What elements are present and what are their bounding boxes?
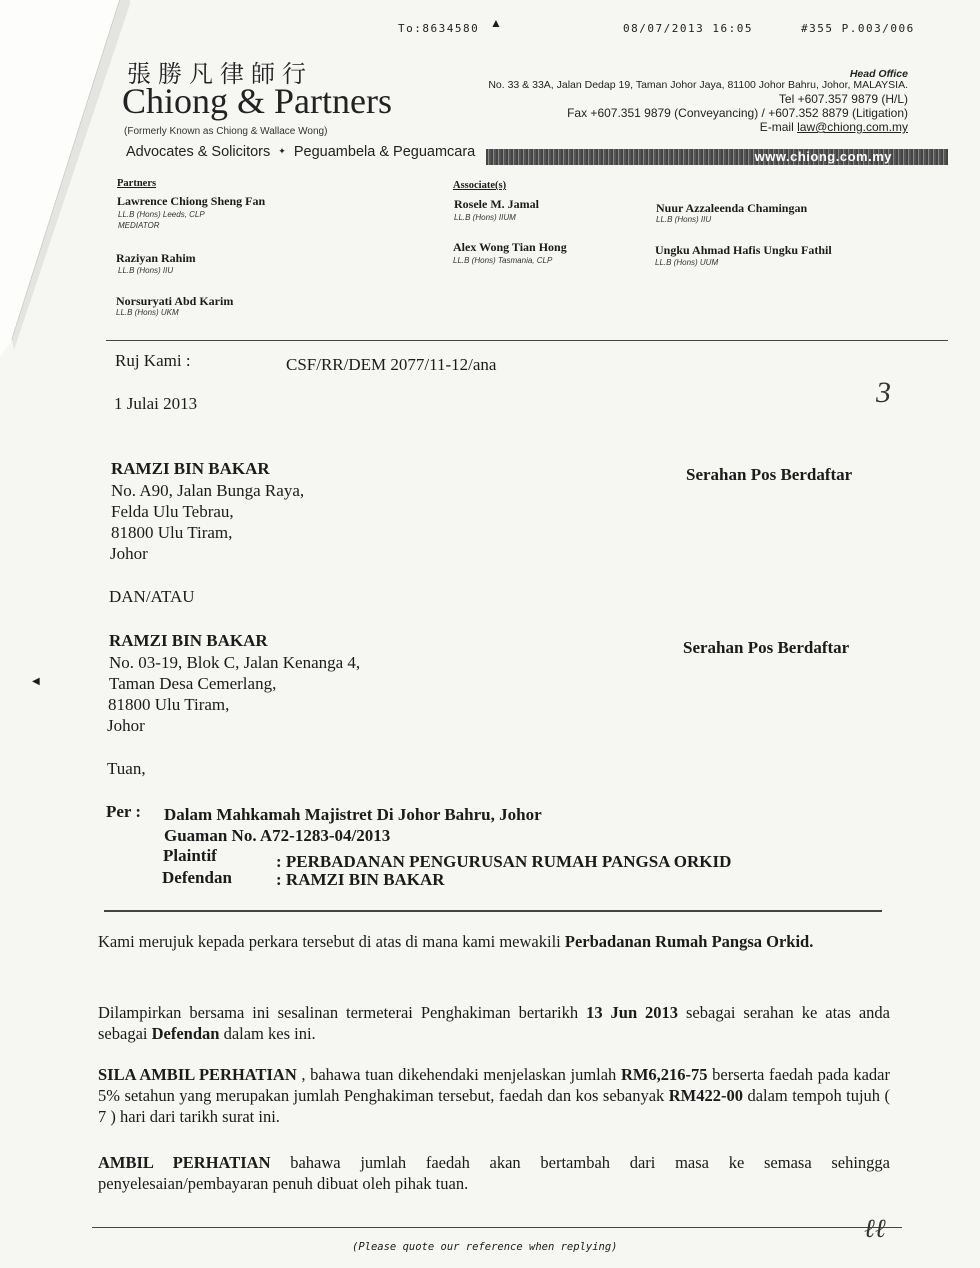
fax-page: #355 P.003/006 [801,22,915,35]
partners-label: Partners [117,178,157,189]
p3-amount: RM6,216-75 [620,1065,708,1084]
p2-text: sebagai serahan ke atas anda sebagai [98,1003,890,1043]
head-office-label: Head Office [849,68,908,80]
handwritten-page-number: 3 [876,376,891,409]
associate-qual: LL.B (Hons) IIUM [454,213,516,222]
associate-qual: LL.B (Hons) Tasmania, CLP [453,256,553,265]
reference-number: CSF/RR/DEM 2077/11-12/ana [286,355,497,374]
recipient-address-line: 81800 Ulu Tiram, [108,695,230,714]
office-email-line [760,121,908,135]
paragraph-interest-notice [98,1152,890,1194]
fax-datetime: 08/07/2013 16:05 [623,22,753,35]
recipient-address-line: Johor [110,544,148,563]
fax-to: To:8634580 [398,22,480,35]
p3-costs: RM422-00 [668,1086,743,1105]
p3-text: dalam tempoh tujuh ( 7 ) hari dari tarikh surat ini. [98,1086,890,1126]
partner-extra: MEDIATOR [118,221,160,230]
recipient-address-line: 81800 Ulu Tiram, [111,523,233,542]
p2-text: dalam kes ini. [219,1024,316,1043]
p4-heading: AMBIL PERHATIAN [98,1153,271,1172]
recipient-address-line: Felda Ulu Tebrau, [111,502,234,521]
p1-text: Kami merujuk kepada perkara tersebut di atas di mana kami mewakili [98,932,565,951]
plaintiff-name: : PERBADANAN PENGURUSAN RUMAH PANGSA ORKID [276,852,732,871]
associate-qual: LL.B (Hons) IIU [656,215,712,224]
recipient-address-line: No. A90, Jalan Bunga Raya, [111,481,305,500]
recipient-name: RAMZI BIN BAKAR [109,631,268,650]
delivery-method: Serahan Pos Berdaftar [686,465,853,484]
partner-qual: LL.B (Hons) Leeds, CLP [118,210,205,219]
recipient-address-line: No. 03-19, Blok C, Jalan Kenanga 4, [109,653,361,672]
p1-client: Perbadanan Rumah Pangsa Orkid. [564,932,814,951]
partner-qual: LL.B (Hons) IIU [118,266,174,275]
partner-name: Norsuryati Abd Karim [116,294,234,308]
ref-label: Ruj Kami : [115,351,191,370]
p3-heading: SILA AMBIL PERHATIAN [98,1065,297,1084]
p2-text: Dilampirkan bersama ini sesalinan termeterai Penghakiman bertarikh [98,1003,587,1022]
associate-qual: LL.B (Hons) UUM [655,258,719,267]
email-link[interactable]: law@chiong.com.my [797,120,908,134]
salutation: Tuan, [107,759,146,778]
chinese-firm-name: 張勝凡律師行 [127,60,313,88]
email-label: E-mail [759,120,794,134]
associate-name: Rosele M. Jamal [454,197,539,211]
firm-name: Chiong & Partners [122,81,392,121]
associate-name: Nuur Azzaleenda Chamingan [656,201,808,215]
subject-underline [104,910,882,912]
p4-text: bahawa jumlah faedah akan bertambah dari masa ke semasa sehingga penyelesaian/pembayaran penuh dibuat oleh pihak tuan. [98,1153,891,1193]
folded-corner [0,0,130,360]
paragraph-judgment [98,1002,890,1044]
footer-divider [92,1227,902,1228]
court-name: Dalam Mahkamah Majistret Di Johor Bahru, Johor [164,805,542,824]
associate-name: Alex Wong Tian Hong [453,240,567,254]
diamond-icon: ✦ [278,146,286,156]
practice-tagline [126,144,475,160]
plaintiff-label: Plaintif [163,846,217,865]
partner-name: Raziyan Rahim [116,251,196,265]
paragraph-representation [98,931,890,952]
and-or: DAN/ATAU [109,587,195,606]
footer-note: (Please quote our reference when replying) [352,1241,618,1253]
letterhead-divider [106,340,948,341]
per-label: Per : [106,802,142,821]
associate-name: Ungku Ahmad Hafis Ungku Fathil [655,243,832,257]
office-tel: Tel +607.357 9879 (H/L) [778,92,908,106]
letter-date: 1 Julai 2013 [114,394,198,413]
p3-text: berserta faedah pada kadar 5% setahun yang merupakan jumlah Penghakiman tersebut, faedah dan kos sebanyak [98,1065,890,1105]
defendant-name: : RAMZI BIN BAKAR [276,870,445,889]
recipient-address-line: Johor [107,716,145,735]
arrow-left-icon: ◀ [32,676,40,687]
website-link[interactable]: www.chiong.com.my [754,149,892,164]
office-address: No. 33 & 33A, Jalan Dedap 19, Taman Johor Jaya, 81100 Johor Bahru, Johor, MALAYSIA. [488,79,908,91]
office-fax: Fax +607.351 9879 (Conveyancing) / +607.352 8879 (Litigation) [567,106,908,120]
defendant-label: Defendan [162,868,232,887]
paragraph-payment-notice [98,1064,890,1127]
practice-en: Advocates & Solicitors [126,144,271,160]
partner-qual: LL.B (Hons) UKM [116,308,179,317]
associates-label: Associate(s) [453,180,507,191]
p3-text: , bahawa tuan dikehendaki menjelaskan jumlah [296,1065,621,1084]
p2-date: 13 Jun 2013 [586,1003,679,1022]
arrow-up-icon: ▲ [490,16,502,30]
case-number: Guaman No. A72-1283-04/2013 [164,826,391,845]
p2-role: Defendan [151,1024,220,1043]
recipient-address-line: Taman Desa Cemerlang, [109,674,277,693]
partner-name: Lawrence Chiong Sheng Fan [117,194,266,208]
handwritten-initial: ℓℓ [864,1214,886,1243]
recipient-name: RAMZI BIN BAKAR [111,459,270,478]
delivery-method: Serahan Pos Berdaftar [683,638,850,657]
website-banner [486,149,948,165]
formerly-known-as: (Formerly Known as Chiong & Wallace Wong) [124,126,328,137]
practice-ms: Peguambela & Peguamcara [293,144,476,160]
